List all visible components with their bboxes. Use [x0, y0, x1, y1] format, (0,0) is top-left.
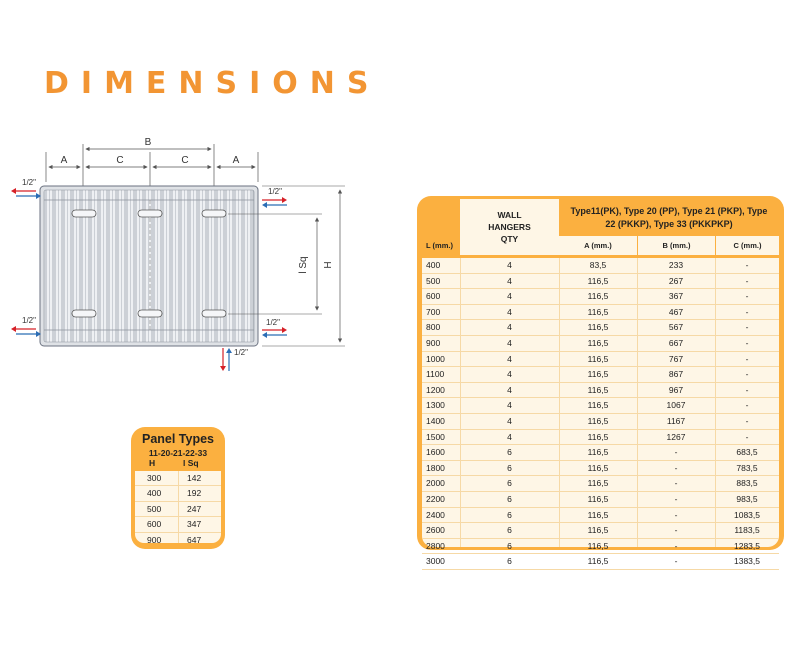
col-header-length: [422, 199, 460, 255]
col-header-panel-types: [559, 199, 779, 236]
dimensions-table: [417, 196, 784, 567]
pipe-connection-top-right: [262, 187, 287, 208]
col-header-h: H: [149, 458, 156, 468]
cell-c: -: [745, 291, 749, 302]
table-row: [422, 445, 779, 461]
col-header-wall-hangers-label: WALL HANGERS QTY: [488, 210, 531, 244]
cell-a: 116,5: [587, 369, 609, 380]
cell-wall-hangers: 6: [507, 509, 512, 520]
col-header-wall-hangers: [460, 199, 559, 255]
cell-length: 900: [426, 337, 441, 348]
cell-wall-hangers: 4: [507, 337, 512, 348]
cell-c: 883,5: [736, 478, 758, 489]
page-title: DIMENSIONS: [44, 66, 381, 101]
cell-wall-hangers: 6: [507, 493, 512, 504]
cell-wall-hangers: 4: [507, 431, 512, 442]
cell-length: 2600: [426, 525, 445, 536]
svg-text:1/2": 1/2": [234, 348, 248, 357]
svg-text:1/2": 1/2": [22, 178, 36, 187]
svg-text:1/2": 1/2": [22, 316, 36, 325]
cell-wall-hangers: 6: [507, 525, 512, 536]
table-row: [422, 398, 779, 414]
col-header-length-label: L (mm.): [426, 241, 453, 250]
table-row: [422, 367, 779, 383]
pipe-connection-bottom-left: [11, 316, 41, 337]
table-row: [422, 539, 779, 555]
cell-b: 967: [668, 384, 684, 395]
cell-c: -: [745, 322, 749, 333]
table-row: [135, 486, 221, 501]
dimensions-table-body: [422, 258, 779, 567]
cell-b: 867: [668, 369, 684, 380]
cell-a: 83,5: [589, 260, 607, 270]
cell-a: 116,5: [587, 337, 609, 348]
pipe-connection-top-left: [11, 178, 41, 199]
cell-b: 467: [668, 306, 684, 317]
table-row: [422, 274, 779, 290]
radiator-diagram: [0, 130, 360, 380]
cell-wall-hangers: 6: [507, 462, 512, 473]
cell-h: 900: [147, 534, 162, 545]
table-row: [422, 461, 779, 477]
cell-length: 800: [426, 322, 441, 333]
table-row: [422, 258, 779, 274]
cell-lsq: 347: [187, 519, 202, 530]
radiator-drawing: [0, 130, 360, 380]
table-row: [422, 430, 779, 446]
panel-types-header: [131, 458, 225, 470]
table-row: [135, 533, 221, 547]
col-header-c-label: C (mm.): [733, 241, 762, 250]
cell-b: -: [674, 493, 678, 504]
col-header-a: [559, 236, 637, 255]
cell-length: 2400: [426, 509, 445, 520]
cell-lsq: 247: [187, 503, 202, 514]
cell-a: 116,5: [587, 275, 609, 286]
cell-wall-hangers: 6: [507, 447, 512, 458]
table-row: [422, 289, 779, 305]
col-header-b: [638, 236, 715, 255]
cell-length: 2000: [426, 478, 445, 489]
cell-a: 116,5: [587, 493, 609, 504]
cell-b: 367: [668, 291, 684, 302]
table-row: [135, 517, 221, 532]
cell-wall-hangers: 6: [507, 540, 512, 551]
cell-b: 267: [668, 275, 684, 286]
dim-label-c-right: C: [181, 155, 189, 166]
cell-b: 767: [668, 353, 684, 364]
cell-c: -: [745, 353, 749, 364]
cell-wall-hangers: 4: [507, 415, 512, 426]
col-header-lsq: l Sq: [183, 458, 199, 468]
dim-label-c-left: C: [116, 155, 124, 166]
cell-c: 1283,5: [734, 540, 760, 551]
svg-text:1/2": 1/2": [266, 318, 280, 327]
cell-a: 116,5: [587, 540, 609, 551]
cell-h: 500: [147, 503, 162, 514]
cell-wall-hangers: 4: [507, 275, 512, 286]
cell-h: 600: [147, 519, 162, 530]
svg-text:1/2": 1/2": [268, 187, 282, 196]
cell-lsq: 192: [187, 488, 202, 499]
cell-a: 116,5: [587, 384, 609, 395]
cell-b: -: [674, 478, 678, 489]
cell-wall-hangers: 4: [507, 353, 512, 364]
table-row: [422, 305, 779, 321]
dim-label-lsq: l Sq: [298, 256, 309, 274]
cell-wall-hangers: 4: [507, 369, 512, 380]
cell-c: -: [745, 400, 749, 411]
cell-a: 116,5: [587, 478, 609, 489]
cell-wall-hangers: 4: [507, 322, 512, 333]
cell-lsq: 647: [187, 534, 202, 545]
cell-a: 116,5: [587, 400, 609, 411]
cell-length: 1500: [426, 431, 445, 442]
cell-c: -: [745, 275, 749, 286]
cell-h: 300: [147, 473, 162, 483]
table-row: [422, 383, 779, 399]
cell-length: 2200: [426, 493, 445, 504]
cell-a: 116,5: [587, 509, 609, 520]
col-header-a-label: A (mm.): [584, 241, 612, 250]
pipe-connection-bottom: [220, 348, 248, 371]
cell-c: -: [745, 384, 749, 395]
table-row: [422, 352, 779, 368]
pipe-connection-bottom-right: [262, 318, 287, 338]
cell-c: 983,5: [736, 493, 758, 504]
panel-types-title: Panel Types: [141, 432, 215, 446]
cell-wall-hangers: 6: [507, 556, 512, 567]
table-row: [422, 508, 779, 524]
cell-b: 667: [668, 337, 684, 348]
table-row: [422, 492, 779, 508]
table-row: [422, 554, 779, 570]
cell-length: 500: [426, 275, 441, 286]
dim-label-h: H: [323, 261, 334, 269]
table-row: [422, 523, 779, 539]
cell-a: 116,5: [587, 415, 609, 426]
cell-c: -: [745, 306, 749, 317]
dim-label-b: B: [144, 137, 152, 148]
cell-c: 1183,5: [734, 525, 760, 536]
cell-a: 116,5: [587, 291, 609, 302]
cell-length: 2800: [426, 540, 445, 551]
table-row: [422, 320, 779, 336]
cell-b: -: [674, 525, 678, 536]
cell-b: 1267: [666, 431, 686, 442]
cell-a: 116,5: [587, 353, 609, 364]
cell-c: -: [745, 260, 749, 270]
cell-b: 233: [668, 260, 684, 270]
cell-length: 1600: [426, 447, 445, 458]
cell-wall-hangers: 4: [507, 384, 512, 395]
cell-c: 783,5: [736, 462, 758, 473]
cell-b: -: [674, 540, 678, 551]
cell-a: 116,5: [587, 462, 609, 473]
cell-a: 116,5: [587, 306, 609, 317]
cell-length: 1200: [426, 384, 445, 395]
cell-c: 683,5: [736, 447, 758, 458]
cell-length: 1300: [426, 400, 445, 411]
table-row: [135, 471, 221, 486]
cell-length: 400: [426, 260, 441, 270]
cell-c: -: [745, 431, 749, 442]
cell-length: 3000: [426, 556, 445, 567]
cell-c: -: [745, 369, 749, 380]
table-row: [422, 414, 779, 430]
cell-b: -: [674, 556, 678, 567]
cell-b: 1067: [666, 400, 686, 411]
cell-a: 116,5: [587, 447, 609, 458]
cell-lsq: 142: [187, 473, 202, 483]
cell-length: 1000: [426, 353, 445, 364]
panel-types-body: [135, 471, 221, 543]
cell-c: 1383,5: [734, 556, 760, 567]
cell-b: 1167: [666, 415, 686, 426]
cell-c: -: [745, 337, 749, 348]
cell-b: -: [674, 447, 678, 458]
cell-length: 1800: [426, 462, 445, 473]
table-row: [422, 336, 779, 352]
cell-b: 567: [668, 322, 684, 333]
cell-c: 1083,5: [734, 509, 760, 520]
col-header-b-label: B (mm.): [662, 241, 691, 250]
cell-length: 600: [426, 291, 441, 302]
cell-wall-hangers: 6: [507, 478, 512, 489]
cell-a: 116,5: [587, 525, 609, 536]
cell-length: 700: [426, 306, 441, 317]
cell-a: 116,5: [587, 431, 609, 442]
cell-a: 116,5: [587, 556, 609, 567]
cell-length: 1100: [426, 369, 445, 380]
table-row: [422, 476, 779, 492]
table-row: [135, 502, 221, 517]
cell-c: -: [745, 415, 749, 426]
cell-a: 116,5: [587, 322, 609, 333]
dim-label-a-left: A: [60, 155, 68, 166]
col-header-c: [716, 236, 779, 255]
cell-wall-hangers: 4: [507, 400, 512, 411]
cell-b: -: [674, 509, 678, 520]
cell-length: 1400: [426, 415, 445, 426]
dim-label-a-right: A: [232, 155, 240, 166]
cell-wall-hangers: 4: [507, 260, 512, 270]
cell-b: -: [674, 462, 678, 473]
cell-wall-hangers: 4: [507, 291, 512, 302]
panel-types-table: [131, 427, 225, 549]
col-header-panel-types-label: Type11(PK), Type 20 (PP), Type 21 (PKP), Type 22 (PKKP), Type 33 (PKKPKP): [570, 205, 768, 229]
cell-wall-hangers: 4: [507, 306, 512, 317]
panel-types-subtitle: 11-20-21-22-33: [148, 448, 208, 458]
cell-h: 400: [147, 488, 162, 499]
